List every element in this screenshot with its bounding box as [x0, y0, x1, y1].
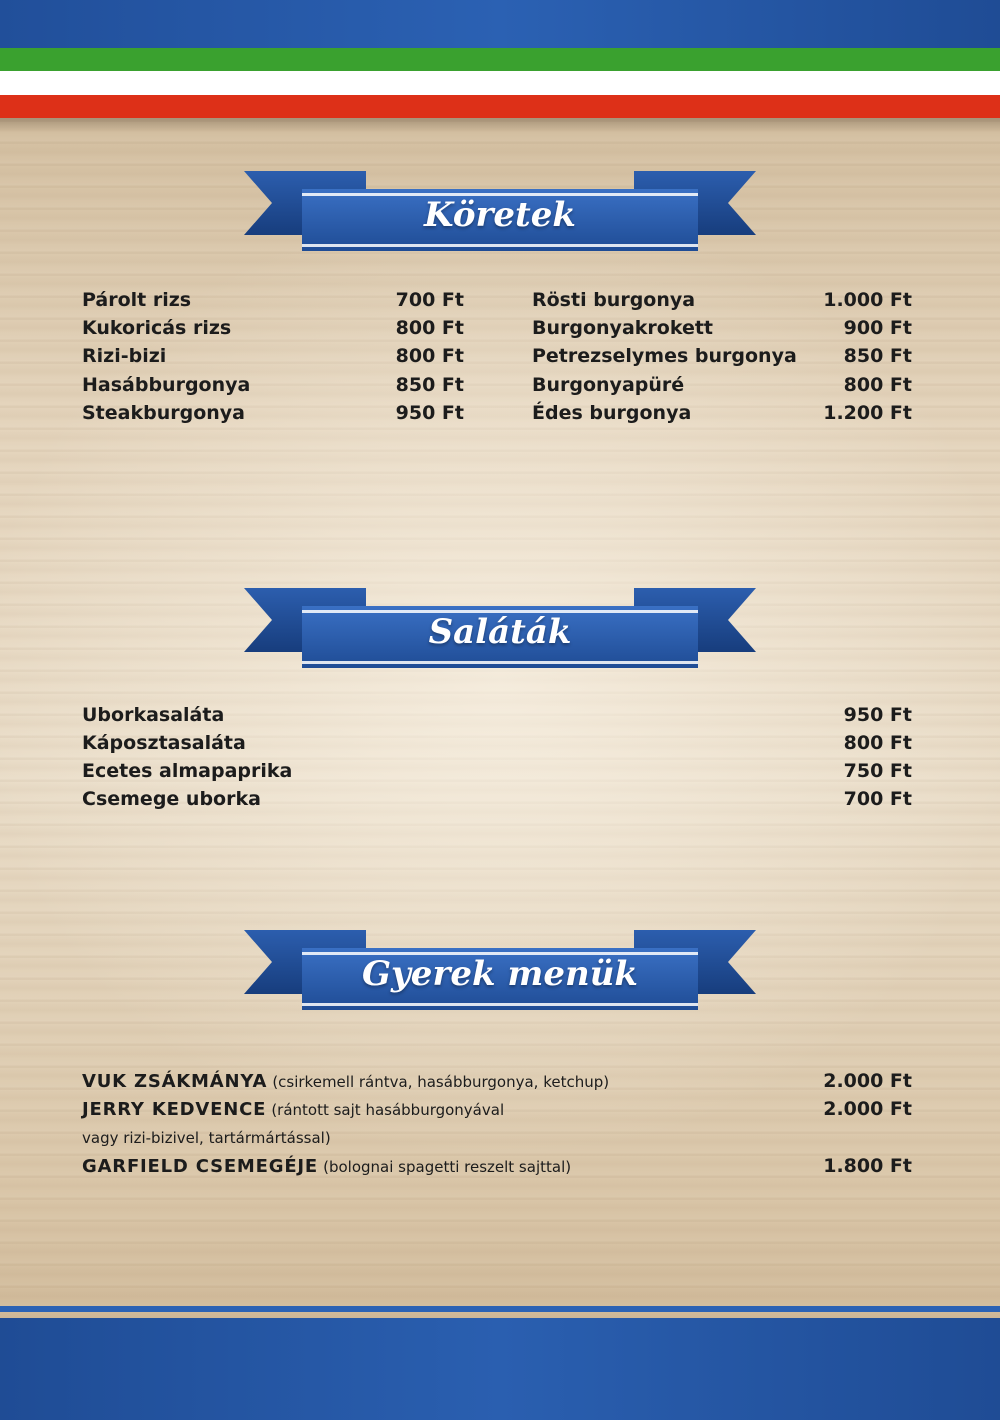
item-name: VUK ZSÁKMÁNYA: [82, 1071, 268, 1092]
stripe-shadow: [0, 118, 1000, 132]
item-price: 950 Ft: [843, 704, 912, 726]
menu-item: [82, 371, 464, 399]
item-name: Kukoricás rizs: [82, 317, 232, 339]
menu-item: [532, 371, 912, 399]
item-description: (csirkemell rántva, hasábburgonya, ketchup): [272, 1073, 610, 1091]
item-name: Burgonyakrokett: [532, 317, 714, 339]
item-name: Édes burgonya: [532, 402, 692, 424]
item-price: 2.000 Ft: [823, 1070, 912, 1092]
bottom-thin-line: [0, 1306, 1000, 1312]
menu-item: [82, 701, 912, 729]
item-price: 800 Ft: [395, 317, 464, 339]
item-price: 700 Ft: [843, 788, 912, 810]
menu-item: [82, 342, 464, 370]
item-price: 2.000 Ft: [823, 1098, 912, 1120]
item-description: (rántott sajt hasábburgonyával: [271, 1101, 505, 1119]
item-price: 800 Ft: [395, 345, 464, 367]
item-name: Rösti burgonya: [532, 289, 696, 311]
kids-menu-item: [82, 1095, 912, 1123]
bottom-blue-band: [0, 1318, 1000, 1420]
item-name: Ecetes almapaprika: [82, 760, 293, 782]
kids-menu-item: [82, 1067, 912, 1095]
item-description: (bolognai spagetti reszelt sajttal): [323, 1158, 572, 1176]
item-price: 800 Ft: [843, 732, 912, 754]
flag-stripe-white: [0, 71, 1000, 95]
item-price: 850 Ft: [395, 374, 464, 396]
item-price: 900 Ft: [843, 317, 912, 339]
menu-item: [82, 399, 464, 427]
item-name: Uborkasaláta: [82, 704, 225, 726]
menu-item: [82, 314, 464, 342]
item-name: Burgonyapüré: [532, 374, 685, 396]
menu-item: [82, 286, 464, 314]
item-name: Petrezselymes burgonya: [532, 345, 797, 367]
section-title-gyerek: Gyerek menük: [362, 954, 638, 994]
menu-item: [532, 342, 912, 370]
item-price: 1.200 Ft: [823, 402, 912, 424]
item-name: Hasábburgonya: [82, 374, 251, 396]
item-name: Csemege uborka: [82, 788, 261, 810]
menu-item: [82, 757, 912, 785]
section-title-koretek: Köretek: [424, 195, 576, 235]
menu-item: [82, 785, 912, 813]
flag-stripe-red: [0, 95, 1000, 118]
item-name: JERRY KEDVENCE: [82, 1099, 267, 1120]
item-name: Káposztasaláta: [82, 732, 246, 754]
item-price: 950 Ft: [395, 402, 464, 424]
item-price: 800 Ft: [843, 374, 912, 396]
item-name: Rizi-bizi: [82, 345, 167, 367]
item-name: Párolt rizs: [82, 289, 192, 311]
ribbon-koretek: [240, 165, 760, 265]
item-price: 1.000 Ft: [823, 289, 912, 311]
menu-item: [532, 314, 912, 342]
item-name: Steakburgonya: [82, 402, 245, 424]
top-blue-band: [0, 0, 1000, 48]
section-title-salatak: Saláták: [428, 612, 572, 652]
flag-stripe-green: [0, 48, 1000, 71]
menu-item: [532, 399, 912, 427]
kids-menu-item: [82, 1152, 912, 1180]
ribbon-gyerek: [240, 924, 760, 1024]
menu-item: [82, 729, 912, 757]
menu-item: [532, 286, 912, 314]
item-price: 750 Ft: [843, 760, 912, 782]
item-name: GARFIELD CSEMEGÉJE: [82, 1156, 319, 1177]
item-description-continued: vagy rizi-bizivel, tartármártással): [82, 1129, 331, 1147]
item-price: 850 Ft: [843, 345, 912, 367]
item-price: 700 Ft: [395, 289, 464, 311]
item-price: 1.800 Ft: [823, 1155, 912, 1177]
ribbon-salatak: [240, 582, 760, 682]
